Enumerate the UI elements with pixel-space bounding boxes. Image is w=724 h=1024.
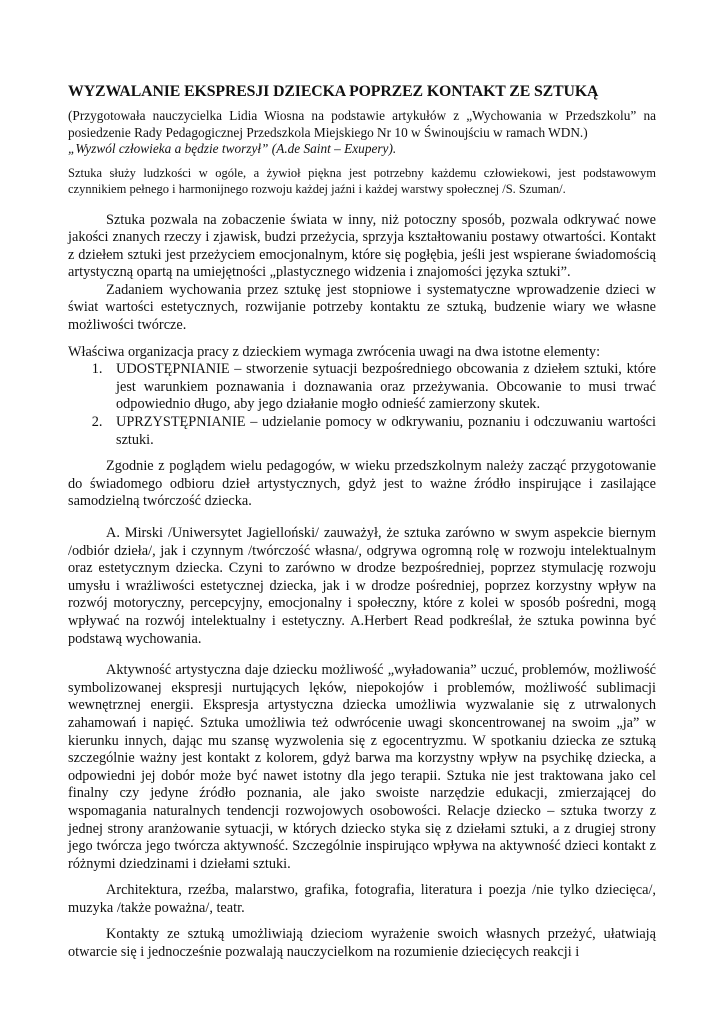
paragraph-4: Zgodnie z poglądem wielu pedagogów, w wieku przedszkolnym należy zacząć przygotowanie do świadomego odbioru dzieł artystycznych, gdyż jest to ważne źródło inspirujące i zasilające samodzielną twórczość dziecka. (68, 458, 656, 510)
list-item-udostepnianie: 1. UDOSTĘPNIANIE – stworzenie sytuacji bezpośredniego obcowania z dziełem sztuki, które jest warunkiem poznawania i doznawania oraz przeżywania. Obcowanie to musi trwać odpowiednio długo, aby jego działanie mogło odnieść zamierzony skutek. (106, 361, 656, 414)
paragraph-2: Zadaniem wychowania przez sztukę jest stopniowe i systematyczne wprowadzenie dzieci w świat wartości estetycznych, rozwijanie potrzeby kontaktu ze sztuką, budzenie wiary we własne możliwości twórcze. (68, 281, 656, 334)
intro-text: (Przygotowała nauczycielka Lidia Wiosna na podstawie artykułów z „Wychowania w Przedszkolu” na posiedzenie Rady Pedagogicznej Przedszkola Miejskiego Nr 10 w Świnoujściu w ramach WDN.) (68, 108, 656, 140)
paragraph-3: Właściwa organizacja pracy z dzieckiem wymaga zwrócenia uwagi na dwa istotne elementy: (68, 343, 601, 360)
document-page (68, 82, 656, 962)
motto-quote: „Wyzwól człowieka a będzie tworzył” (A.de Saint – Exupery). (68, 141, 397, 156)
paragraph-6: Aktywność artystyczna daje dziecku możliwość „wyładowania” uczuć, problemów, możliwość symbolizowanej ekspresji nurtujących lęków, niepokojów i problemów, możliwość sublimacji wewnętrznej energii. Ekspresja artystyczna dziecka umożliwia wyzwalanie się z utrwalonych zahamowań i napięć. Sztuka umożliwia też odwrócenie uwagi skoncentrowanej na swoim „ja” w kierunku innych, dając mu szansę wyzwolenia się z egocentryzmu. W spotkaniu dziecka ze sztuką szczególnie ważny jest kontakt z kolorem, gdyż barwa ma korzystny wpływ na psychikę dziecka, a odpowiedni jej dobór może być nawet istotny dla jego terapii. Sztuka nie jest traktowana jako cel finalny czy jedyne źródło poznania, ale jako swoiste narzędzie edukacji, zmierzającej do wspomagania naturalnych tendencji rozwojowych osobowości. Relacje dziecko – sztuka tworzy z jednej strony aranżowanie sytuacji, w których dziecko styka się z dziełami sztuki, a z drugiej strony jego twórcza jego twórcza aktywność. Szczególnie inspirująco wpływa na aktywność dzieci kontakt z różnymi dziedzinami i dziełami sztuki. (68, 662, 656, 872)
paragraph-5: A. Mirski /Uniwersytet Jagielloński/ zauważył, że sztuka zarówno w swym aspekcie biernym /odbiór dzieła/, jak i czynnym /twórczość własna/, odgrywa ogromną rolę w rozwoju intelektualnym oraz estetycznym dziecka. Czyni to zarówno w drodze bezpośredniej, poprzez stymulację rozwoju umysłu i wrażliwości estetycznej dziecka, jak i w drodze pośredniej, poprzez korzystny wpływ na rozwój motoryczny, percepcyjny, emocjonalny i społeczny, które z kolei w sposób pośredni, mogą wpływać na rozwój intelektualny i estetyczny. A.Herbert Read podkreślał, że sztuka powinna być podstawą wychowania. (68, 525, 656, 647)
paragraph-8: Kontakty ze sztuką umożliwiają dzieciom wyrażenie swoich własnych przeżyć, ułatwiają otwarcie się i jednocześnie pozwalają nauczycielkom na rozumienie dziecięcych reakcji i (68, 926, 656, 961)
szuman-quote: Sztuka służy ludzkości w ogóle, a żywioł piękna jest potrzebny każdemu człowiekowi, jest podstawowym czynnikiem pełnego i harmonijnego rozwoju każdej jaźni i każdej warstwy społecznej /S. Szuman/. (68, 165, 656, 196)
document-title: WYZWALANIE EKSPRESJI DZIECKA POPRZEZ KONTAKT ZE SZTUKĄ (68, 83, 599, 100)
elements-list (68, 361, 656, 449)
paragraph-1: Sztuka pozwala na zobaczenie świata w inny, niż potoczny sposób, pozwala odkrywać nowe jakości znanych rzeczy i zjawisk, budzi przeżycia, sprzyja kształtowaniu postawy otwartości. Kontakt z dziełem sztuki jest przeżyciem emocjonalnym, które się pogłębia, jeśli jest wspierane świadomością artystyczną opartą na umiejętności „plastycznego widzenia i znajomości języka sztuki”. (68, 211, 656, 281)
paragraph-7: Architektura, rzeźba, malarstwo, grafika, fotografia, literatura i poezja /nie tylko dziecięca/, muzyka /także poważna/, teatr. (68, 882, 656, 916)
intro-note (68, 108, 656, 158)
list-item-uprzystepnianie: 2. UPRZYSTĘPNIANIE – udzielanie pomocy w odkrywaniu, poznaniu i odczuwaniu wartości sztuki. (106, 414, 656, 449)
